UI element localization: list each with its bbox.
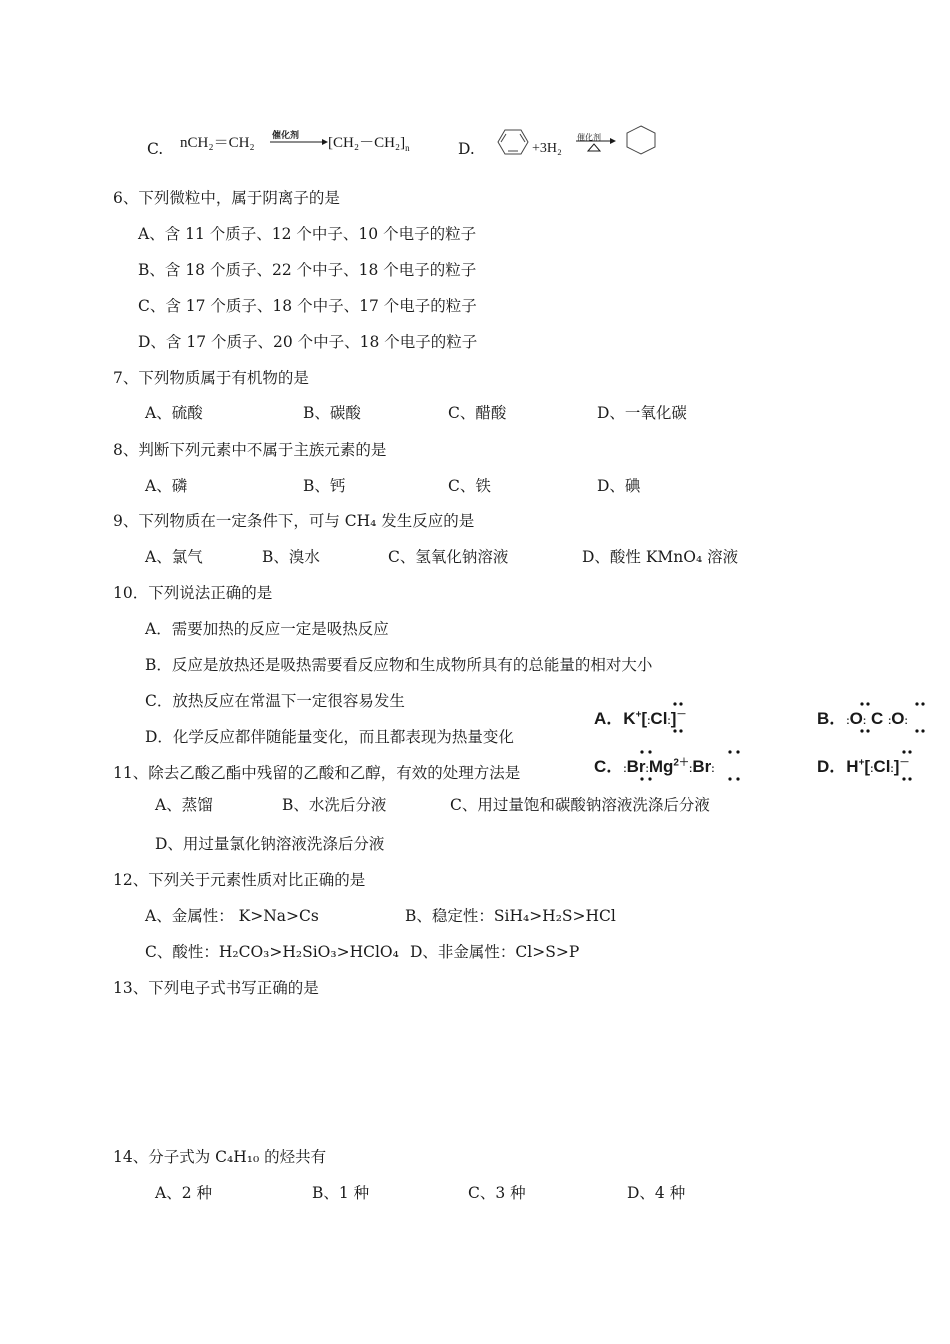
benzene-ring-icon [496, 127, 530, 157]
question-14-option-c: C、3 种 [468, 1184, 526, 1202]
lewis-option-b: B．:O: C :O: [817, 709, 908, 728]
question-8-option-b: B、钙 [303, 477, 346, 495]
option-d-label: D. [458, 140, 475, 158]
cyclohexane-ring-icon [624, 124, 658, 156]
reaction-arrow-c [268, 138, 328, 146]
question-10-stem: 10．下列说法正确的是 [113, 584, 273, 602]
question-14-option-d: D、4 种 [627, 1184, 686, 1202]
question-12-option-a: A、金属性： K>Na>Cs [145, 907, 319, 925]
question-8-option-c: C、铁 [448, 477, 491, 495]
question-9-stem: 9、下列物质在一定条件下，可与 CH₄ 发生反应的是 [113, 512, 475, 530]
question-6-option-c: C、含 17 个质子、18 个中子、17 个电子的粒子 [138, 297, 477, 315]
question-7-option-c: C、醋酸 [448, 404, 507, 422]
question-11-stem: 11、除去乙酸乙酯中残留的乙酸和乙醇，有效的处理方法是 [113, 764, 521, 782]
question-9-option-d: D、酸性 KMnO₄ 溶液 [582, 548, 739, 566]
question-12-option-d: D、非金属性：Cl>S>P [410, 943, 580, 961]
question-6-stem: 6、下列微粒中，属于阴离子的是 [113, 189, 340, 207]
question-14-option-b: B、1 种 [312, 1184, 370, 1202]
question-10-option-d: D．化学反应都伴随能量变化，而且都表现为热量变化 [145, 728, 514, 746]
question-10-option-c: C．放热反应在常温下一定很容易发生 [145, 692, 405, 710]
question-13-stem: 13、下列电子式书写正确的是 [113, 979, 319, 997]
hydrogen-reactant: +3H₂ [532, 141, 562, 156]
option-c-label: C. [147, 140, 164, 158]
question-7-option-d: D、一氧化碳 [597, 404, 687, 422]
question-11-option-a: A、蒸馏 [155, 796, 213, 814]
question-12-option-b: B、稳定性：SiH₄>H₂S>HCl [405, 907, 616, 925]
question-9-option-c: C、氢氧化钠溶液 [388, 548, 509, 566]
question-11-option-c: C、用过量饱和碳酸钠溶液洗涤后分液 [450, 796, 710, 814]
question-11-option-d: D、用过量氯化钠溶液洗涤后分液 [155, 835, 385, 853]
question-9-option-b: B、溴水 [262, 548, 320, 566]
question-12-stem: 12、下列关于元素性质对比正确的是 [113, 871, 366, 889]
question-9-option-a: A、氯气 [145, 548, 203, 566]
question-6-option-a: A、含 11 个质子、12 个中子、10 个电子的粒子 [138, 225, 477, 243]
catalyst-label-c: 催化剂 [272, 130, 300, 140]
lewis-dots-d [896, 748, 926, 782]
lewis-option-d: D．H+[:Cl:]－ [817, 757, 910, 776]
question-6-option-b: B、含 18 个质子、22 个中子、18 个电子的粒子 [138, 261, 477, 279]
question-14-stem: 14、分子式为 C₄H₁₀ 的烃共有 [113, 1148, 327, 1166]
catalyst-label-d: 催化剂 [577, 133, 601, 142]
reaction-arrow-d [574, 137, 616, 153]
polymer-product: $[CH_2-CH_2]_n$ [328, 135, 410, 153]
question-14-option-a: A、2 种 [155, 1184, 212, 1202]
lewis-dots-c [634, 748, 754, 782]
question-7-stem: 7、下列物质属于有机物的是 [113, 369, 309, 387]
question-7-option-b: B、碳酸 [303, 404, 361, 422]
lewis-option-c: C．$:Br:Mg^{2+}:Br$: [594, 757, 715, 776]
polymerization-reactant: nCH₂＝CH₂ [180, 135, 255, 151]
question-10-option-b: B．反应是放热还是吸热需要看反应物和生成物所具有的总能量的相对大小 [145, 656, 653, 674]
question-6-option-d: D、含 17 个质子、20 个中子、18 个电子的粒子 [138, 333, 478, 351]
lewis-dots-b [854, 700, 938, 734]
question-8-option-d: D、碘 [597, 477, 641, 495]
lewis-option-a: A．K+[:Cl:]－ [594, 709, 687, 728]
question-10-option-a: A．需要加热的反应一定是吸热反应 [145, 620, 389, 638]
question-11-option-b: B、水洗后分液 [282, 796, 387, 814]
question-7-option-a: A、硫酸 [145, 404, 203, 422]
question-12-option-c: C、酸性：H₂CO₃>H₂SiO₃>HClO₄ [145, 943, 399, 961]
question-8-stem: 8、判断下列元素中不属于主族元素的是 [113, 441, 387, 459]
lewis-dots-a [667, 700, 697, 734]
question-8-option-a: A、磷 [145, 477, 188, 495]
